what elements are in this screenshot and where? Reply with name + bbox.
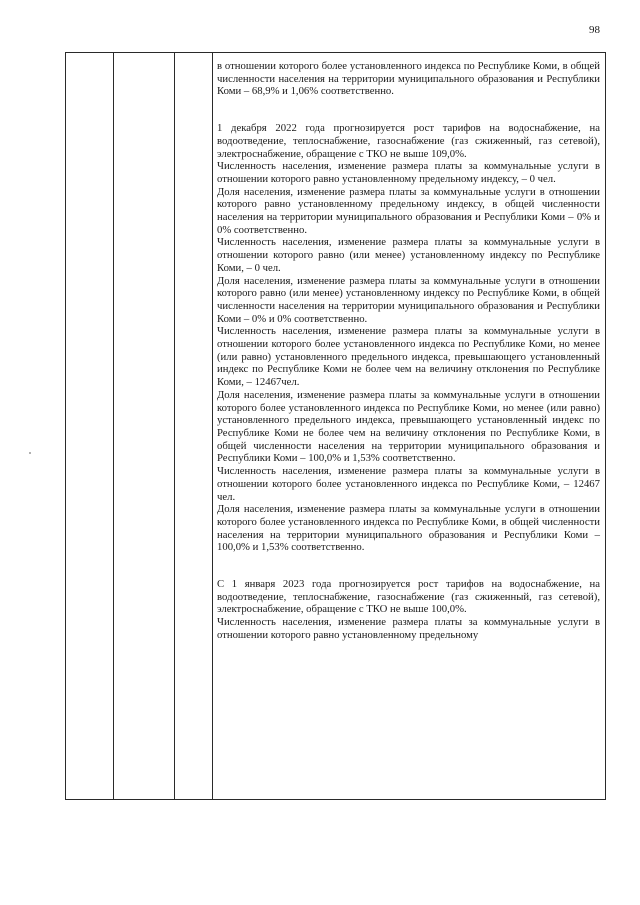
paragraph: Численность населения, изменение размера платы за коммунальные услуги в отношении которого равно установленному предельному [217,616,600,641]
paragraph: С 1 января 2023 года прогнозируется рост тарифов на водоснабжение, на водоотведение, теплоснабжение, газоснабжение (газ сжиженный, газ сетевой), электроснабжение, обращение с ТКО не выше 100,0%. [217,578,600,616]
table-column-content [212,53,605,799]
paragraph-gap [217,98,600,122]
paragraph: 1 декабря 2022 года прогнозируется рост тарифов на водоснабжение, на водоотведение, теплоснабжение, газоснабжение (газ сжиженный, газ сетевой), электроснабжение, обращение с ТКО не выше 109,0%. [217,122,600,160]
paragraph: Численность населения, изменение размера платы за коммунальные услуги в отношении которого более установленного индекса по Республике Коми, но менее (или равно) установленного предельного индекса, превышающего установленный индекс по Республике Коми не более чем на величину отклонения по Республике Коми, – 12467чел. [217,325,600,389]
scan-speck [29,452,31,454]
table-column-1 [66,53,114,799]
paragraph: Доля населения, изменение размера платы за коммунальные услуги в отношении которого более установленного индекса по Республике Коми, но менее (или равно) установленного предельного индекса, превышающего установленный индекс по Республике Коми не более чем на величину отклонения по Республике Коми, в общей численности населения на территории муниципального образования и Республики Коми – 100,0% и 1,53% соответственно. [217,388,600,465]
page-number: 98 [589,24,600,36]
paragraph: Численность населения, изменение размера платы за коммунальные услуги в отношении которого равно установленному предельному индексу, – 0 чел. [217,160,600,185]
table-column-2 [113,53,175,799]
document-table [65,52,606,800]
paragraph: Численность населения, изменение размера платы за коммунальные услуги в отношении которого более установленного индекса по Республике Коми, – 12467 чел. [217,465,600,503]
paragraph: Доля населения, изменение размера платы за коммунальные услуги в отношении которого равно установленному предельному индексу, в общей численности населения на территории муниципального образования и Республики Коми – 0% и 0% соответственно. [217,185,600,236]
paragraph: Численность населения, изменение размера платы за коммунальные услуги в отношении которого равно (или менее) установленному индексу по Республике Коми, – 0 чел. [217,236,600,274]
paragraph: Доля населения, изменение размера платы за коммунальные услуги в отношении которого более установленного индекса по Республике Коми, в общей численности населения на территории муниципального образования и Республики Коми – 100,0% и 1,53% соответственно. [217,503,600,554]
paragraph-gap [217,554,600,578]
paragraph: Доля населения, изменение размера платы за коммунальные услуги в отношении которого равно (или менее) установленному индексу по Республике Коми, в общей численности населения на территории муниципального образования и Республики Коми – 0% и 0% соответственно. [217,274,600,325]
paragraph: в отношении которого более установленного индекса по Республике Коми, в общей численности населения на территории муниципального образования и Республики Коми – 68,9% и 1,06% соответственно. [217,60,600,98]
content-cell [217,60,600,642]
